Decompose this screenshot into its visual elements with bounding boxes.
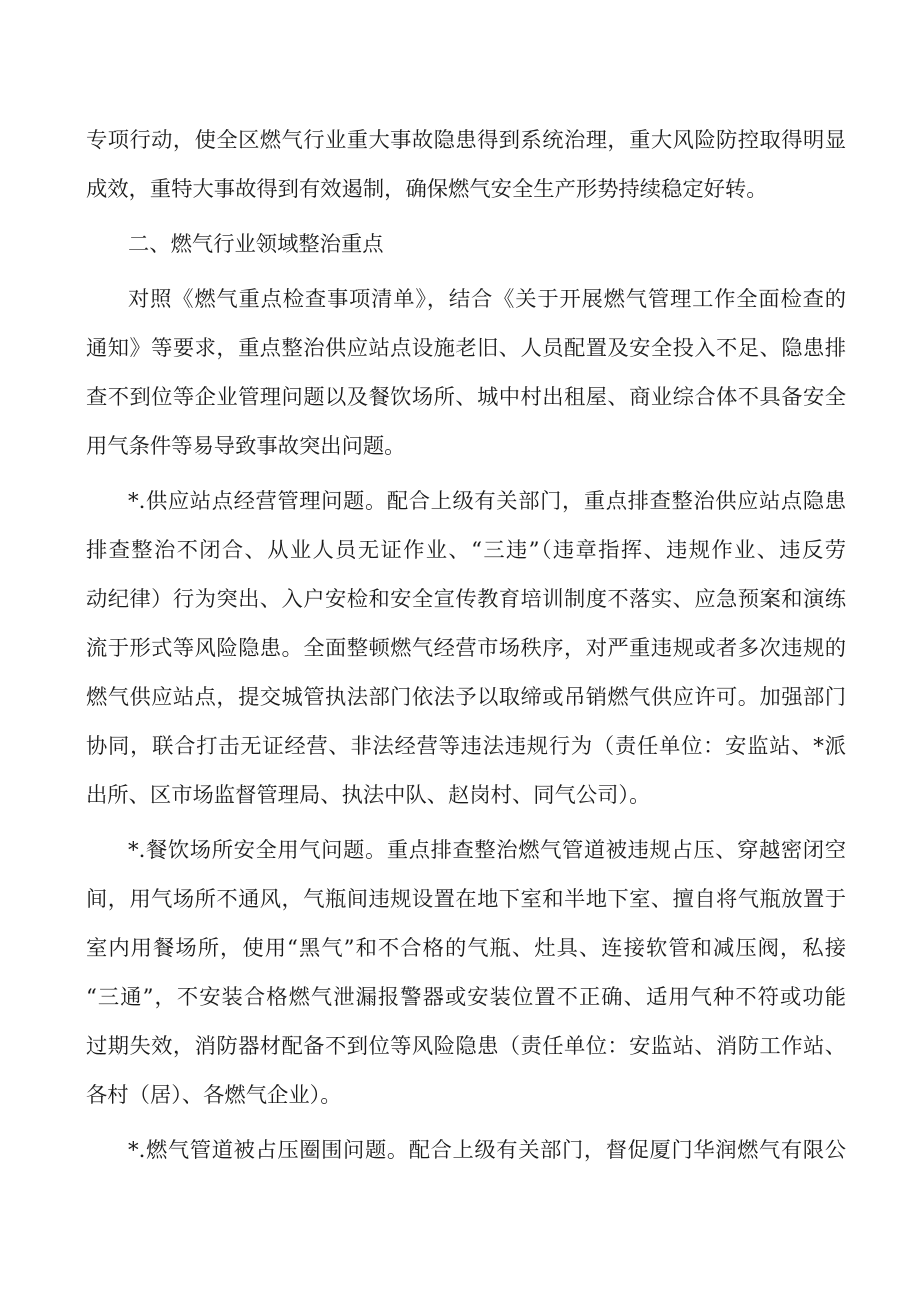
text-line: 燃气供应站点，提交城管执法部门依法予以取缔或吊销燃气供应许可。加强部门 [86, 685, 846, 710]
text-line: 各村（居）、各燃气企业）。 [86, 1083, 342, 1108]
section-heading: 二、燃气行业领域整治重点 [128, 232, 384, 257]
text-line: 间，用气场所不通风，气瓶间违规设置在地下室和半地下室、擅自将气瓶放置于 [86, 887, 846, 912]
text-line: 过期失效，消防器材配备不到位等风险隐患（责任单位：安监站、消防工作站、 [86, 1034, 846, 1059]
text-line: 对照《燃气重点检查事项清单》，结合《关于开展燃气管理工作全面检查的 [128, 287, 846, 312]
text-line: 通知》等要求，重点整治供应站点设施老旧、人员配置及安全投入不足、隐患排 [86, 336, 846, 361]
text-line: “三通”，不安装合格燃气泄漏报警器或安装位置不正确、适用气种不符或功能 [86, 985, 846, 1010]
text-line: 出所、区市场监督管理局、执法中队、赵岗村、同气公司）。 [86, 783, 651, 808]
text-line: 室内用餐场所，使用“黑气”和不合格的气瓶、灶具、连接软管和减压阀，私接 [86, 936, 846, 961]
text-line: 协同，联合打击无证经营、非法经营等违法违规行为（责任单位：安监站、*派 [86, 734, 846, 759]
text-line: *.燃气管道被占压圈围问题。配合上级有关部门，督促厦门华润燃气有限公 [128, 1138, 846, 1163]
text-line: 成效，重特大事故得到有效遏制，确保燃气安全生产形势持续稳定好转。 [86, 177, 768, 202]
text-line: *.供应站点经营管理问题。配合上级有关部门，重点排查整治供应站点隐患 [128, 489, 846, 514]
text-line: 流于形式等风险隐患。全面整顿燃气经营市场秩序，对严重违规或者多次违规的 [86, 636, 846, 661]
text-line: 用气条件等易导致事故突出问题。 [86, 434, 406, 459]
text-line: *.餐饮场所安全用气问题。重点排查整治燃气管道被违规占压、穿越密闭空 [128, 838, 846, 863]
text-line: 专项行动，使全区燃气行业重大事故隐患得到系统治理，重大风险防控取得明显 [86, 128, 846, 153]
text-line: 动纪律）行为突出、入户安检和安全宣传教育培训制度不落实、应急预案和演练 [86, 587, 846, 612]
text-line: 查不到位等企业管理问题以及餐饮场所、城中村出租屋、商业综合体不具备安全 [86, 385, 846, 410]
text-line: 排查整治不闭合、从业人员无证作业、“三违”（违章指挥、违规作业、违反劳 [86, 538, 846, 563]
